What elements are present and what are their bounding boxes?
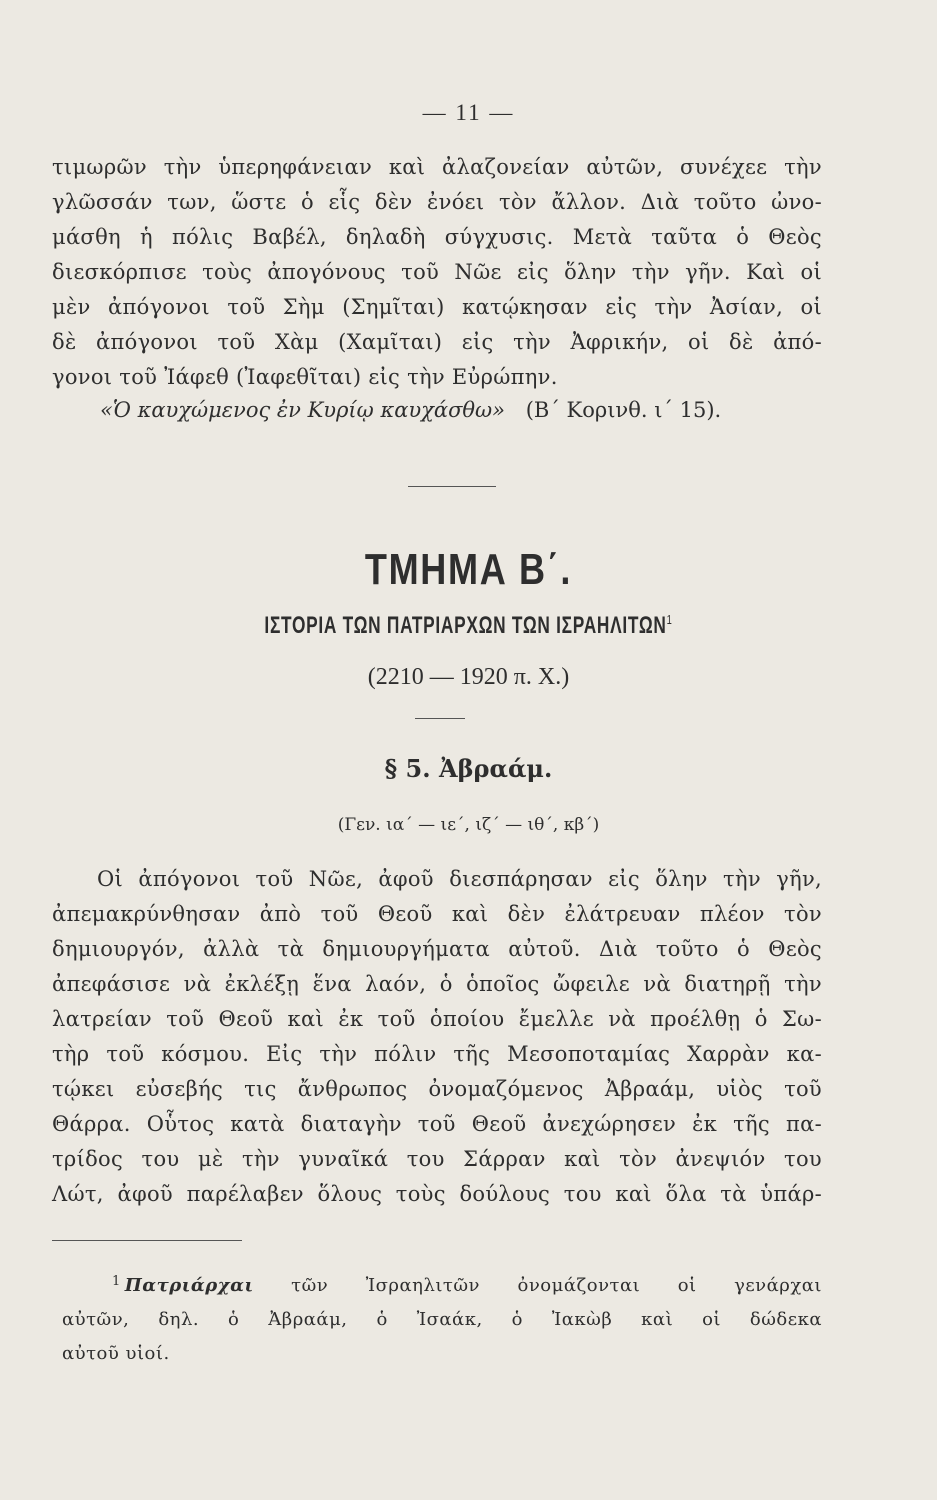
quote-reference: (Β΄ Κορινθ. ι΄ 15). — [525, 398, 722, 422]
paragraph-line: διεσκόρπισε τοὺς ἀπογόνους τοῦ Νῶε εἰς ὅλην τὴν γῆν. Καὶ οἱ — [52, 260, 822, 284]
section-dates: (2210 — 1920 π. Χ.) — [367, 664, 570, 690]
paragraph-line: γονοι τοῦ Ἰάφεθ (Ἰαφεθῖται) εἰς τὴν Εὐρώπην. — [52, 365, 558, 389]
page-number: — 11 — — [422, 100, 515, 125]
paragraph-line: τρίδος του μὲ τὴν γυναῖκά του Σάρραν καὶ τὸν ἀνεψιόν του — [52, 1147, 822, 1171]
paragraph-line: Οἱ ἀπόγονοι τοῦ Νῶε, ἀφοῦ διεσπάρησαν εἰς ὅλην τὴν γῆν, — [97, 867, 822, 891]
paragraph-line: Θάρρα. Οὗτος κατὰ διαταγὴν τοῦ Θεοῦ ἀνεχώρησεν ἐκ τῆς πα- — [52, 1112, 822, 1136]
scripture-quote — [100, 398, 721, 422]
paragraph-line: τιμωρῶν τὴν ὑπερηφάνειαν καὶ ἀλαζονείαν αὐτῶν, συνέχεε τὴν — [52, 155, 822, 179]
paragraph-line: γλῶσσάν των, ὥστε ὁ εἷς δὲν ἐνόει τὸν ἄλλον. Διὰ τοῦτο ὠνο- — [52, 190, 822, 214]
paragraph-line: Λώτ, ἀφοῦ παρέλαβεν ὅλους τοὺς δούλους του καὶ ὅλα τὰ ὑπάρ- — [52, 1182, 822, 1206]
quote-text: «Ὁ καυχώμενος ἐν Κυρίῳ καυχάσθω» — [100, 398, 506, 422]
paragraph-line: μάσθη ἡ πόλις Βαβέλ, δηλαδὴ σύγχυσις. Μετὰ ταῦτα ὁ Θεὸς — [52, 225, 822, 249]
main-paragraph — [52, 862, 822, 1212]
footnote-marker: 1 — [666, 612, 673, 627]
chapter-reference: (Γεν. ια΄ — ιε΄, ιζ΄ — ιθ΄, κβ΄) — [337, 815, 600, 835]
section-subtitle — [131, 612, 806, 640]
paragraph-line: δὲ ἀπόγονοι τοῦ Χὰμ (Χαμῖται) εἰς τὴν Ἀφρικήν, οἱ δὲ ἀπό- — [52, 330, 822, 354]
footnote — [62, 1265, 822, 1371]
paragraph-line: ἀπεμακρύνθησαν ἀπὸ τοῦ Θεοῦ καὶ δὲν ἐλάτρευαν πλέον τὸν — [52, 902, 822, 926]
footnote-line: αὐτοῦ υἱοί. — [62, 1343, 170, 1364]
section-title: ΤΜΗΜΑ Β΄. — [364, 545, 573, 594]
footnote-number: 1 — [112, 1274, 121, 1289]
footnote-rule — [52, 1240, 242, 1241]
paragraph-line: δημιουργόν, ἀλλὰ τὰ δημιουργήματα αὐτοῦ. Διὰ τοῦτο ὁ Θεὸς — [52, 937, 822, 961]
footnote-line — [62, 1265, 822, 1303]
section-subtitle-text: ΙΣΤΟΡΙΑ ΤΩΝ ΠΑΤΡΙΑΡΧΩΝ ΤΩΝ ΙΣΡΑΗΛΙΤΩΝ — [264, 612, 667, 639]
footnote-text: τῶν Ἰσραηλιτῶν ὀνομάζονται οἱ γενάρχαι — [291, 1275, 822, 1296]
top-paragraph — [52, 150, 822, 395]
paragraph-line: ἀπεφάσισε νὰ ἐκλέξῃ ἕνα λαόν, ὁ ὁποῖος ὤφειλε νὰ διατηρῇ τὴν — [52, 972, 822, 996]
paragraph-line: μὲν ἀπόγονοι τοῦ Σὴμ (Σημῖται) κατῴκησαν εἰς τὴν Ἀσίαν, οἱ — [52, 295, 822, 319]
divider-rule-short — [415, 718, 465, 719]
paragraph-line: τὴρ τοῦ κόσμου. Εἰς τὴν πόλιν τῆς Μεσοποταμίας Χαρρὰν κα- — [52, 1042, 822, 1066]
paragraph-line: λατρείαν τοῦ Θεοῦ καὶ ἐκ τοῦ ὁποίου ἔμελλε νὰ προέλθῃ ὁ Σω- — [52, 1007, 822, 1031]
footnote-term: Πατριάρχαι — [124, 1275, 254, 1296]
divider-rule — [408, 486, 496, 487]
paragraph-line: τῴκει εὐσεβής τις ἄνθρωπος ὀνομαζόμενος Ἀβραάμ, υἱὸς τοῦ — [52, 1077, 822, 1101]
chapter-heading: § 5. Ἀβραάμ. — [384, 754, 553, 783]
footnote-line: αὐτῶν, δηλ. ὁ Ἀβραάμ, ὁ Ἰσαάκ, ὁ Ἰακὼβ καὶ οἱ δώδεκα — [62, 1309, 822, 1330]
